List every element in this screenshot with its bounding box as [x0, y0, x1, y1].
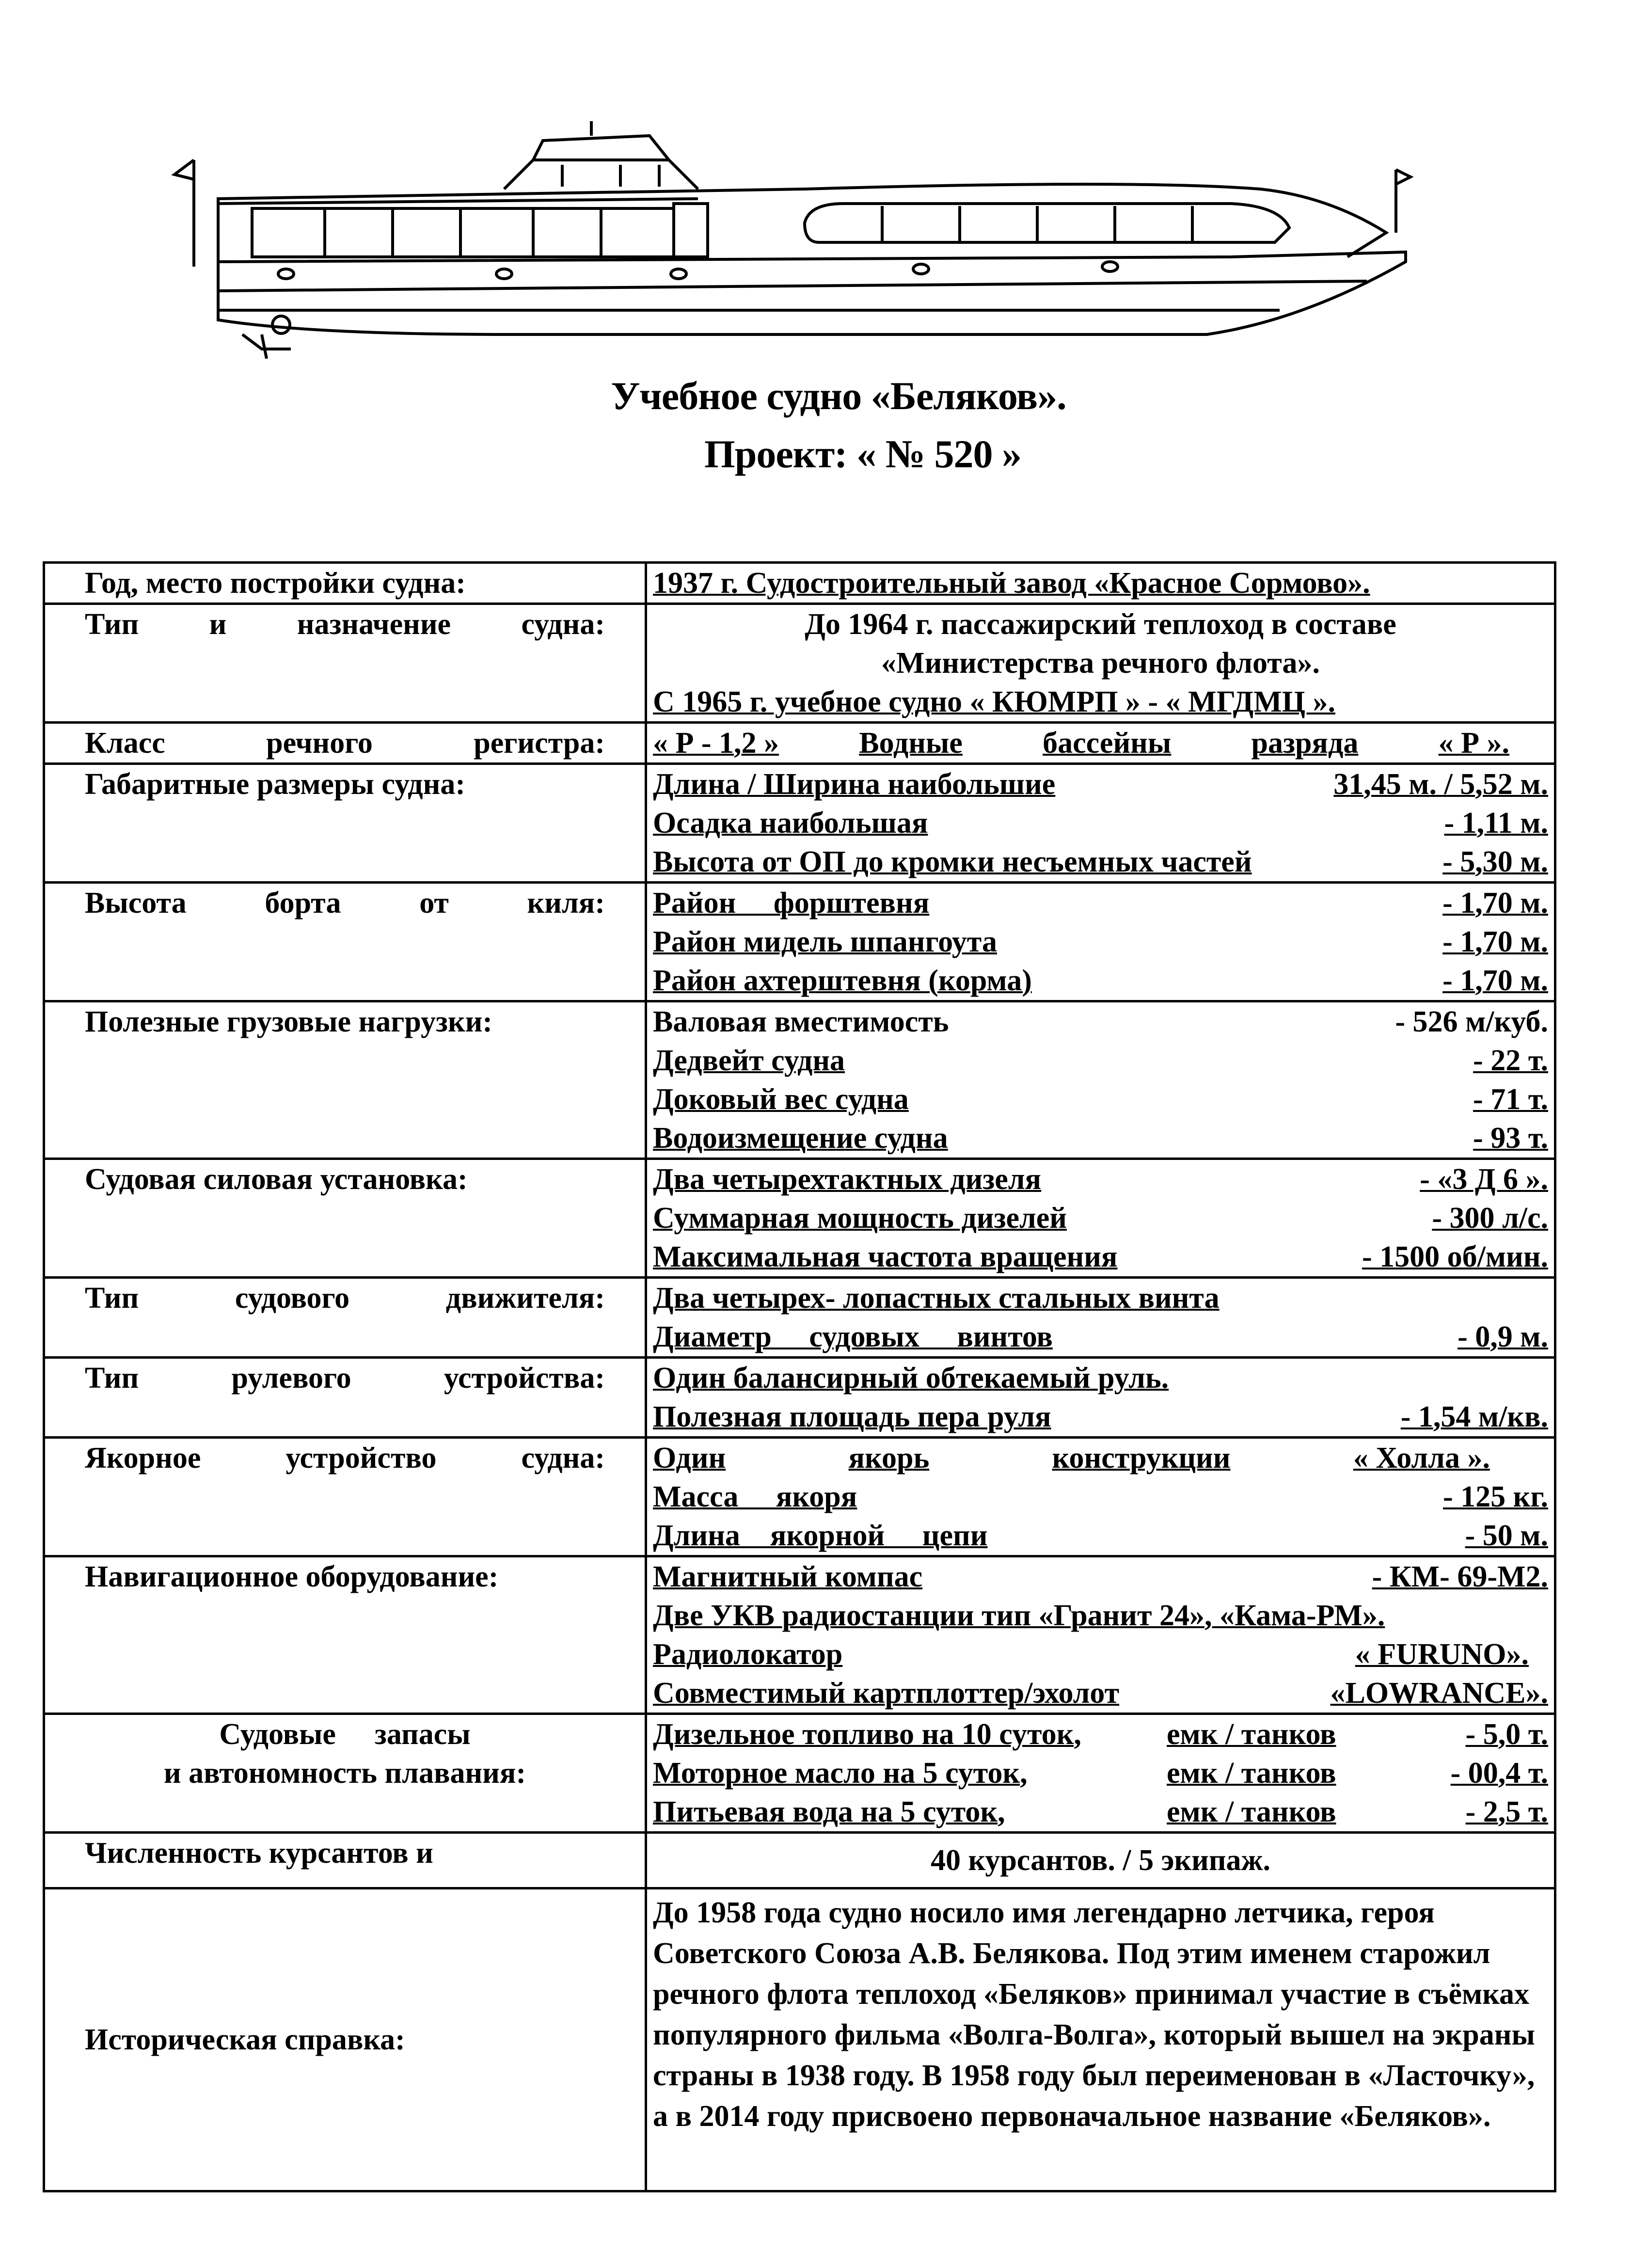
table-row — [44, 1714, 1555, 1833]
row-label: Тип и назначение судна: — [85, 608, 605, 641]
row-label: Судовые запасы — [219, 1718, 471, 1751]
value-line: Один балансирный обтекаемый руль. — [653, 1362, 1169, 1395]
value-line: Питьевая вода на 5 суток, емк / танков - 2,5 т. — [653, 1795, 1548, 1828]
value-line: Валовая вместимость - 526 м/куб. — [653, 1005, 1548, 1038]
history-text: До 1958 года судно носило имя легендарно летчика, героя Советского Союза А.В. Белякова. Под этим именем старожил речного флота теплоход «Беляков» принимал участие в съёмках популярного фильма «Волга-Волга», который вышел на экраны страны в 1938 году. В 1958 году был переименован в «Ласточку», а в 2014 году присвоено первоначальное название «Беляков». — [653, 1896, 1535, 2133]
row-value: До 1964 г. пассажирский теплоход в составе — [805, 608, 1396, 641]
value-line: Район мидель шпангоута - 1,70 м. — [653, 925, 1548, 958]
table-row — [44, 723, 1555, 764]
value-line: Дизельное топливо на 10 суток, емк / танков - 5,0 т. — [653, 1718, 1548, 1751]
value-line: Суммарная мощность дизелей - 300 л/с. — [653, 1202, 1548, 1235]
row-label: Тип рулевого устройства: — [85, 1362, 605, 1395]
value-line: Водоизмещение судна - 93 т. — [653, 1122, 1548, 1155]
table-row — [44, 1159, 1555, 1278]
spec-table — [43, 561, 1556, 2192]
value-line: Два четырех- лопастных стальных винта — [653, 1282, 1220, 1315]
table-row — [44, 604, 1555, 723]
value-line: Два четырехтактных дизеля - «3 Д 6 ». — [653, 1163, 1548, 1196]
row-value: С 1965 г. учебное судно « КЮМРП » - « МГДМЦ ». — [653, 685, 1335, 718]
row-label: Полезные грузовые нагрузки: — [85, 1005, 493, 1038]
value-line: Осадка наибольшая - 1,11 м. — [653, 807, 1548, 840]
table-row — [44, 1833, 1555, 1888]
table-row — [44, 1001, 1555, 1159]
value-line: Магнитный компас - КМ- 69-М2. — [653, 1560, 1548, 1593]
row-label: Численность курсантов и — [85, 1837, 433, 1870]
table-row — [44, 883, 1555, 1001]
value-line: Моторное масло на 5 суток, емк / танков - 00,4 т. — [653, 1757, 1548, 1790]
value-line: Длина якорной цепи - 50 м. — [653, 1519, 1548, 1552]
row-value: «Министерства речного флота». — [881, 647, 1320, 680]
row-label: Высота борта от киля: — [85, 887, 605, 920]
row-label: Якорное устройство судна: — [85, 1442, 605, 1475]
table-row — [44, 764, 1555, 883]
row-label: Класс речного регистра: — [85, 727, 605, 760]
ship-drawing — [165, 107, 1425, 359]
value-line: Совместимый картплоттер/эхолот «LOWRANCE». — [653, 1677, 1548, 1710]
value-line: Высота от ОП до кромки несъемных частей - 5,30 м. — [653, 845, 1548, 878]
table-row — [44, 1278, 1555, 1358]
value-line: Один якорь конструкции « Холла ». — [653, 1442, 1490, 1475]
row-label: Судовая силовая установка: — [85, 1163, 468, 1196]
value-line: Доковый вес судна - 71 т. — [653, 1083, 1548, 1116]
table-row — [44, 1888, 1555, 2191]
value-line: Полезная площадь пера руля - 1,54 м/кв. — [653, 1400, 1548, 1433]
value-line: Две УКВ радиостанции тип «Гранит 24», «Кама-РМ». — [653, 1599, 1385, 1632]
value-line: Длина / Ширина наибольшие 31,45 м. / 5,52 м. — [653, 768, 1548, 801]
value-line: Диаметр судовых винтов - 0,9 м. — [653, 1320, 1548, 1353]
row-value: 40 курсантов. / 5 экипаж. — [930, 1844, 1271, 1877]
row-label: Год, место постройки судна: — [85, 567, 466, 600]
value-line: Район ахтерштевня (корма) - 1,70 м. — [653, 964, 1548, 997]
row-label: Тип судового движителя: — [85, 1282, 605, 1315]
row-label: и автономность плавания: — [163, 1757, 526, 1790]
project-subtitle: Проект: « № 520 » — [704, 432, 1021, 476]
table-row — [44, 1438, 1555, 1556]
row-value: 1937 г. Судостроительный завод «Красное Сормово». — [653, 567, 1370, 600]
row-label: Историческая справка: — [85, 2023, 405, 2056]
table-row — [44, 1358, 1555, 1438]
value-line: Максимальная частота вращения - 1500 об/мин. — [653, 1240, 1548, 1273]
table-row — [44, 1556, 1555, 1714]
row-value: « Р - 1,2 » Водные бассейны разряда « Р ». — [653, 727, 1509, 760]
row-label: Навигационное оборудование: — [85, 1560, 499, 1593]
value-line: Радиолокатор « FURUNO». — [653, 1638, 1529, 1671]
document-title: Учебное судно «Беляков». — [611, 374, 1066, 418]
table-row — [44, 563, 1555, 604]
value-line: Дедвейт судна - 22 т. — [653, 1044, 1548, 1077]
row-label: Габаритные размеры судна: — [85, 768, 465, 801]
value-line: Район форштевня - 1,70 м. — [653, 887, 1548, 920]
value-line: Масса якоря - 125 кг. — [653, 1480, 1548, 1513]
